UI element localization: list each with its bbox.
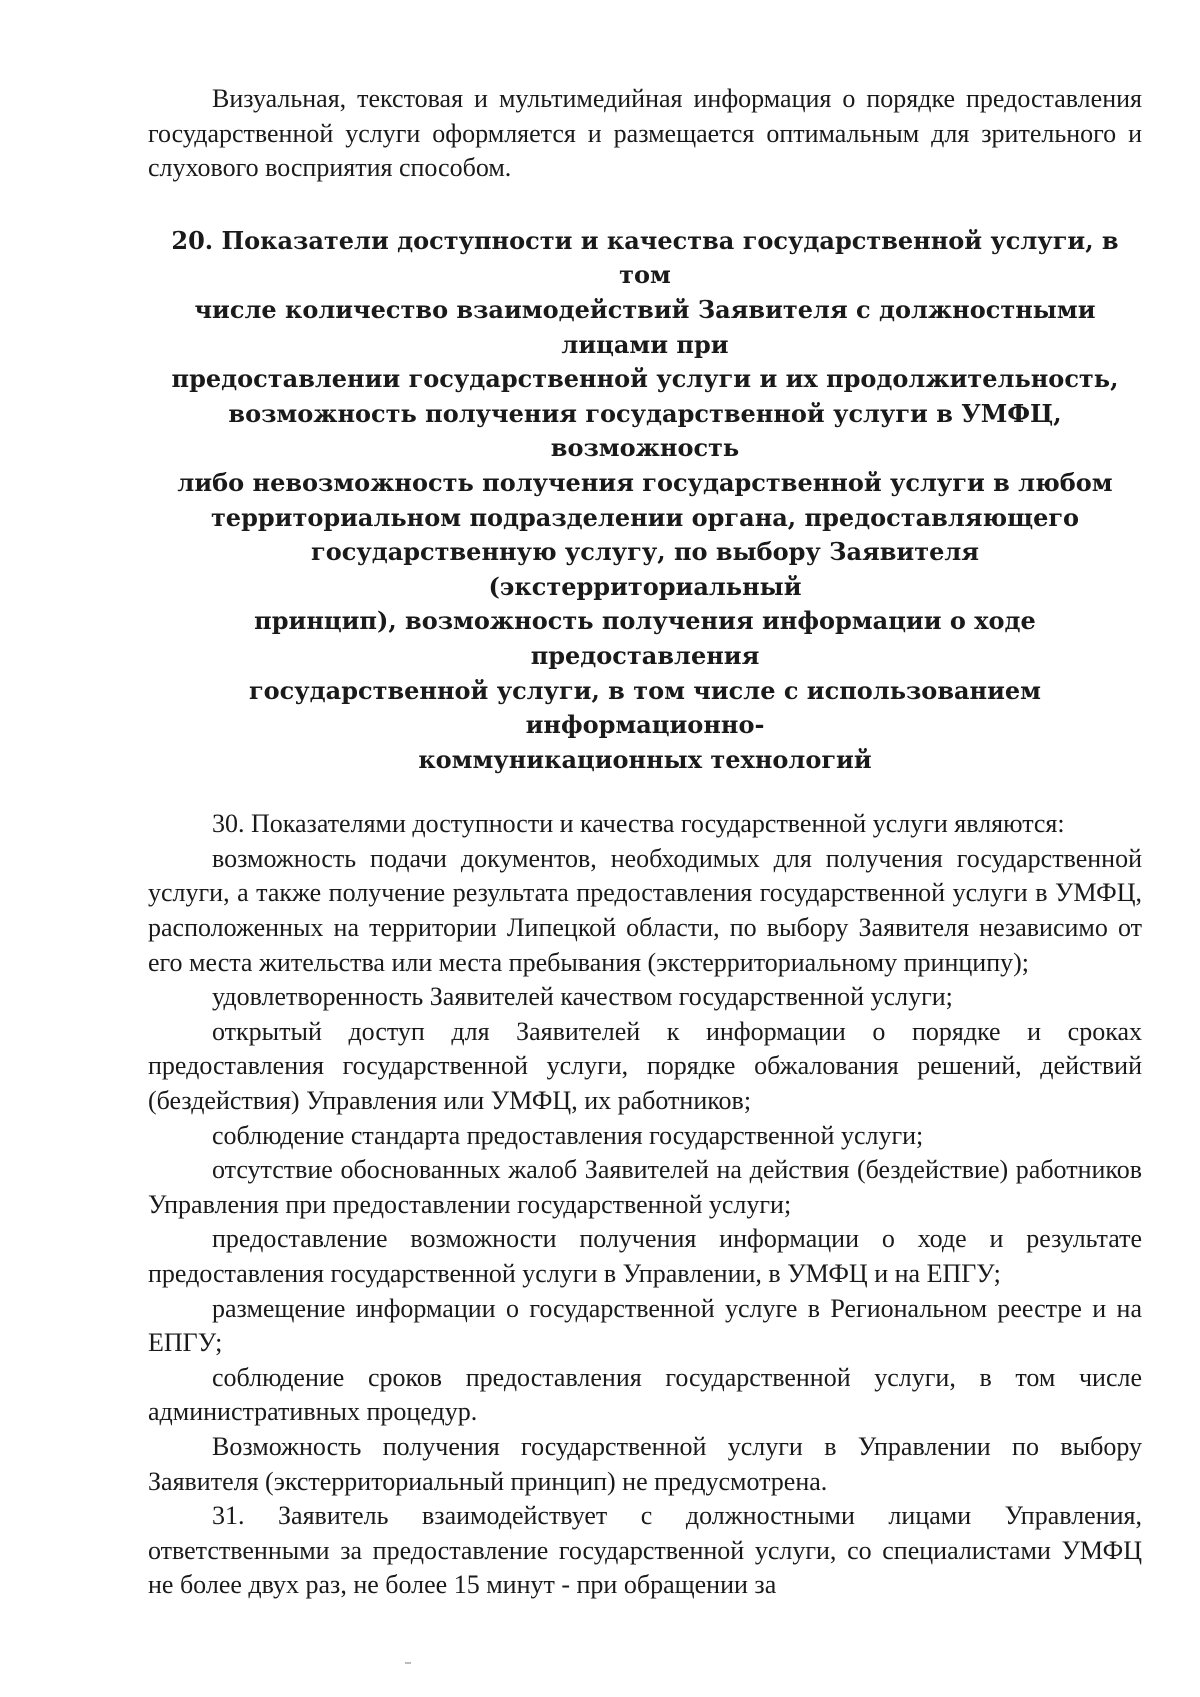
section-heading-20	[152, 224, 1138, 778]
heading-line: территориальном подразделении органа, предоставляющего	[210, 502, 1080, 532]
paragraph-item: удовлетворенность Заявителей качеством государственной услуги;	[212, 982, 953, 1012]
heading-line: либо невозможность получения государственной услуги в любом	[177, 467, 1113, 497]
heading-line: возможность получения государственной услуги в УМФЦ, возможность	[228, 398, 1062, 463]
heading-line: предоставлении государственной услуги и их продолжительность,	[171, 364, 1119, 394]
paragraph-item: предоставление возможности получения информации о ходе и результате предоставления государственной услуги в Управлении, в УМФЦ и на ЕПГУ;	[148, 1224, 1142, 1288]
heading-line: государственную услугу, по выбору Заявителя (экстерриториальный	[311, 537, 979, 601]
paragraph-31: 31. Заявитель взаимодействует с должностными лицами Управления, ответственными за предоставление государственной услуги, со специалистами УМФЦ не более двух раз, не более 15 минут - при обращении за	[148, 1501, 1142, 1600]
paragraph-intro: Визуальная, текстовая и мультимедийная информация о порядке предоставления государственной услуги оформляется и размещается оптимальным для зрительного и слухового восприятия способом.	[148, 84, 1142, 183]
paragraph-item: соблюдение стандарта предоставления государственной услуги;	[212, 1120, 924, 1150]
paragraph-30: 30. Показателями доступности и качества государственной услуги являются:	[212, 809, 1065, 839]
scan-speck	[405, 1662, 411, 1664]
heading-line: 20. Показатели доступности и качества государственной услуги, в том	[171, 225, 1119, 290]
heading-line: числе количество взаимодействий Заявителя с должностными лицами при	[194, 294, 1096, 359]
paragraph-item: размещение информации о государственной услуге в Региональном реестре и на ЕПГУ;	[148, 1293, 1142, 1358]
paragraph-item: соблюдение сроков предоставления государственной услуги, в том числе административных процедур.	[148, 1362, 1142, 1427]
paragraph-item: возможность подачи документов, необходимых для получения государственной услуги, а также получение результата предоставления государственной услуги в УМФЦ, расположенных на территории Липецкой области, по выбору Заявителя независимо от его места жительства или места пребывания (экстерриториальному принципу);	[148, 843, 1142, 977]
paragraph-extraterritorial: Возможность получения государственной услуги в Управлении по выбору Заявителя (экстерриториальный принцип) не предусмотрена.	[148, 1431, 1142, 1496]
document-body	[148, 82, 1142, 1603]
heading-line: принцип), возможность получения информации о ходе предоставления	[254, 606, 1036, 670]
paragraph-item: отсутствие обоснованных жалоб Заявителей на действия (бездействие) работников Управления при предоставлении государственной услуги;	[148, 1155, 1142, 1219]
heading-line: государственной услуги, в том числе с использованием информационно-	[248, 675, 1042, 740]
paragraph-item: открытый доступ для Заявителей к информации о порядке и сроках предоставления государственной услуги, порядке обжалования решений, действий (бездействия) Управления или УМФЦ, их работников;	[148, 1016, 1142, 1116]
heading-line: коммуникационных технологий	[418, 744, 872, 774]
